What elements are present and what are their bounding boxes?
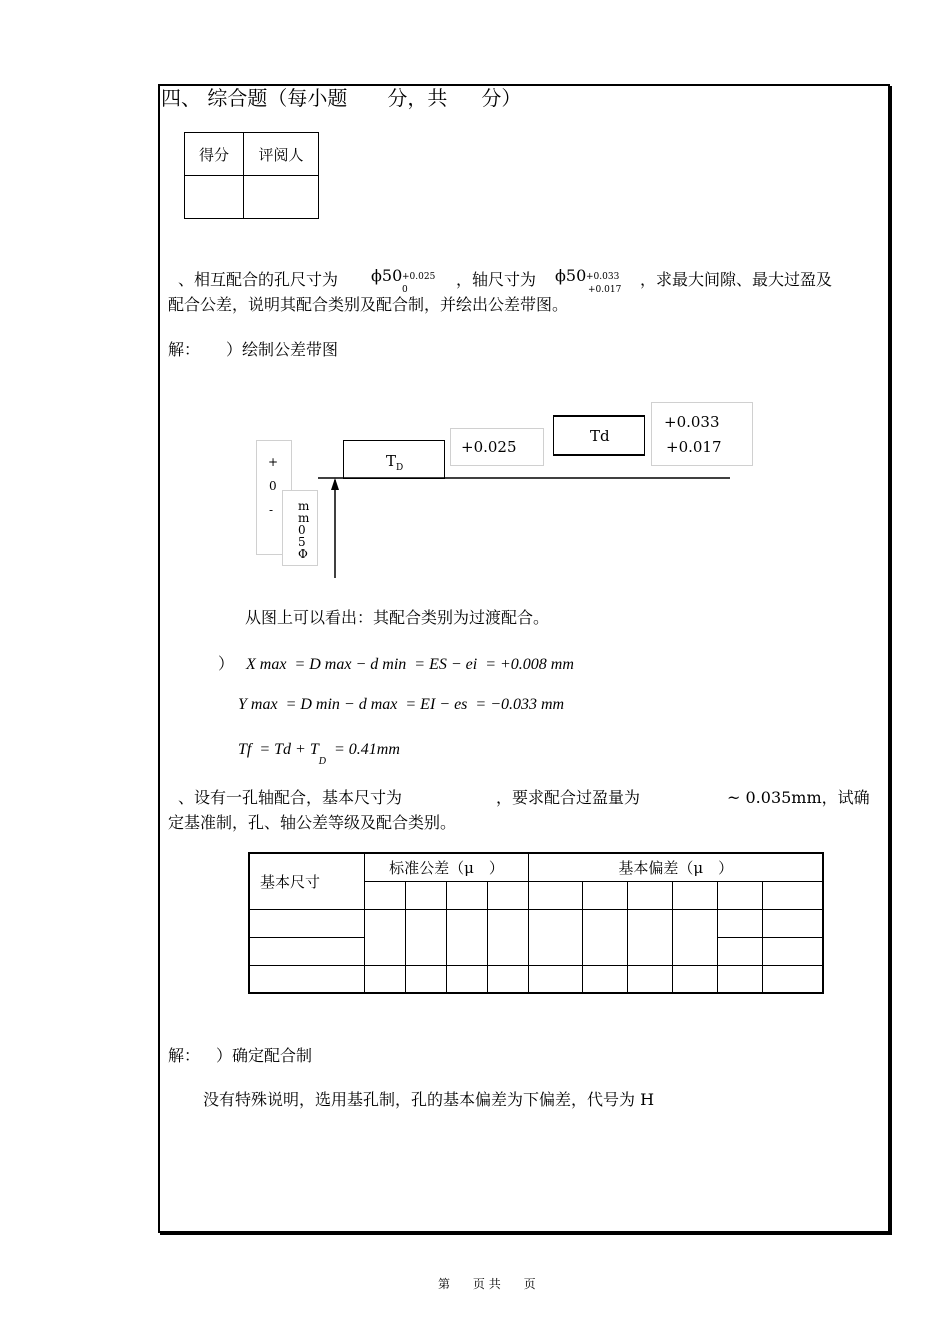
q1-hole-lower: 0 xyxy=(402,285,408,295)
header-cell[interactable] xyxy=(364,881,405,909)
shaft-upper-label: +0.033 xyxy=(664,413,720,431)
table-cell[interactable] xyxy=(364,965,405,993)
sol2-step1: ）确定配合制 xyxy=(216,1046,313,1065)
q1-text-a: 、相互配合的孔尺寸为 xyxy=(178,270,339,289)
table-cell[interactable] xyxy=(488,965,529,993)
eq2-lhs: Y max xyxy=(238,696,278,713)
score-header: 得分 xyxy=(185,133,244,176)
sol2-label: 解： xyxy=(168,1046,201,1065)
table-cell[interactable] xyxy=(628,965,673,993)
table-cell[interactable] xyxy=(488,909,529,965)
table-cell[interactable] xyxy=(529,909,583,965)
header-cell[interactable] xyxy=(583,881,628,909)
hole-zone-T: T xyxy=(386,452,397,470)
q2-text-b: ，要求配合过盈量为 xyxy=(496,788,641,807)
sol2-text: 没有特殊说明，选用基孔制，孔的基本偏差为下偏差，代号为 H xyxy=(203,1090,655,1109)
hole-upper-label: +0.025 xyxy=(461,438,517,456)
axis-unit-phi: Φ xyxy=(298,547,308,561)
axis-unit-m1: m xyxy=(298,499,310,513)
table-cell[interactable] xyxy=(249,909,364,937)
shaft-zone-label: Td xyxy=(590,427,610,445)
diagram-lines xyxy=(0,0,950,620)
header-cell[interactable] xyxy=(763,881,823,909)
table-cell[interactable] xyxy=(364,909,405,965)
table-cell[interactable] xyxy=(447,965,488,993)
eq3-lhs: Tf xyxy=(238,741,252,758)
col-standard-tolerance: 标准公差（μ ） xyxy=(364,853,529,881)
table-cell[interactable] xyxy=(249,965,364,993)
eq3-sub: D xyxy=(318,756,326,768)
grader-header: 评阅人 xyxy=(244,133,319,176)
eq2-rhs2: = EI − es xyxy=(405,696,468,713)
q2-line2: 定基准制，孔、轴公差等级及配合类别。 xyxy=(168,813,457,832)
q1-text-c: ，求最大间隙、最大过盈及 xyxy=(640,270,833,289)
table-cell[interactable] xyxy=(583,909,628,965)
table-cell[interactable] xyxy=(673,965,718,993)
table-cell[interactable] xyxy=(249,937,364,965)
table-cell[interactable] xyxy=(447,909,488,965)
axis-plus: + xyxy=(268,455,279,469)
table-cell[interactable] xyxy=(763,965,823,993)
eq2-rhs3: = −0.033 mm xyxy=(475,696,565,713)
eq1-rhs1: = D max − d min xyxy=(294,656,407,673)
q1-hole-upper: +0.025 xyxy=(402,272,436,282)
col-basic-size: 基本尺寸 xyxy=(249,853,364,909)
eq3-rhs1: = Td + T xyxy=(259,741,319,758)
eq3-rhs2: = 0.41mm xyxy=(333,741,400,758)
equation-tf xyxy=(238,741,400,768)
hole-zone-sub: D xyxy=(396,463,404,473)
sol1-label: 解： xyxy=(168,340,201,359)
table-cell[interactable] xyxy=(718,937,763,965)
sol1-conclusion: 从图上可以看出：其配合类别为过渡配合。 xyxy=(245,608,550,627)
shaft-lower-label: +0.017 xyxy=(666,438,722,456)
table-cell[interactable] xyxy=(763,937,823,965)
table-cell[interactable] xyxy=(673,909,718,965)
header-cell[interactable] xyxy=(447,881,488,909)
section-title-a: 四、 综合题（每小题 xyxy=(161,86,348,110)
equation-ymax xyxy=(238,696,564,714)
table-cell[interactable] xyxy=(529,965,583,993)
q1-line2: 配合公差，说明其配合类别及配合制，并绘出公差带图。 xyxy=(168,295,569,314)
axis-unit-5: 5 xyxy=(298,535,306,549)
q2-text-c: ~ 0.035mm，试确 xyxy=(727,788,870,807)
table-cell[interactable] xyxy=(718,909,763,937)
axis-zero: 0 xyxy=(269,479,277,493)
table-cell[interactable] xyxy=(763,909,823,937)
eq1-lhs: X max xyxy=(246,656,287,673)
page-footer xyxy=(438,1275,536,1292)
header-cell[interactable] xyxy=(405,881,446,909)
header-cell[interactable] xyxy=(673,881,718,909)
sol1-step1: ）绘制公差带图 xyxy=(226,340,339,359)
col-basic-deviation: 基本偏差（μ ） xyxy=(529,853,823,881)
eq1-rhs2: = ES − ei xyxy=(414,656,478,673)
footer-page: 第 xyxy=(438,1277,451,1291)
basic-size-arrow xyxy=(331,478,339,490)
eq2-rhs1: = D min − d max xyxy=(285,696,398,713)
q1-shaft-phi: ϕ50 xyxy=(555,266,587,285)
table-cell[interactable] xyxy=(405,909,446,965)
axis-unit-m2: m xyxy=(298,511,310,525)
axis-minus: - xyxy=(269,503,274,517)
header-cell[interactable] xyxy=(529,881,583,909)
equation-xmax xyxy=(218,651,574,674)
tolerance-table xyxy=(248,852,824,994)
header-cell[interactable] xyxy=(488,881,529,909)
table-cell[interactable] xyxy=(718,965,763,993)
eq1-rhs3: = +0.008 mm xyxy=(485,656,574,673)
q1-hole-phi: ϕ50 xyxy=(371,266,403,285)
q1-shaft-upper: +0.033 xyxy=(586,272,620,282)
step2-prefix: ） xyxy=(218,656,235,673)
q1-text-b: ，轴尺寸为 xyxy=(456,270,537,289)
section-title-c: 分） xyxy=(481,86,522,110)
section-title-b: 分，共 xyxy=(387,86,448,110)
header-cell[interactable] xyxy=(628,881,673,909)
footer-end: 页 xyxy=(523,1277,536,1291)
axis-unit-0: 0 xyxy=(298,523,306,537)
table-cell[interactable] xyxy=(405,965,446,993)
q2-text-a: 、设有一孔轴配合，基本尺寸为 xyxy=(178,788,403,807)
header-cell[interactable] xyxy=(718,881,763,909)
table-cell[interactable] xyxy=(628,909,673,965)
q1-shaft-lower: +0.017 xyxy=(588,285,622,295)
table-cell[interactable] xyxy=(583,965,628,993)
footer-mid: 页 共 xyxy=(472,1277,501,1291)
